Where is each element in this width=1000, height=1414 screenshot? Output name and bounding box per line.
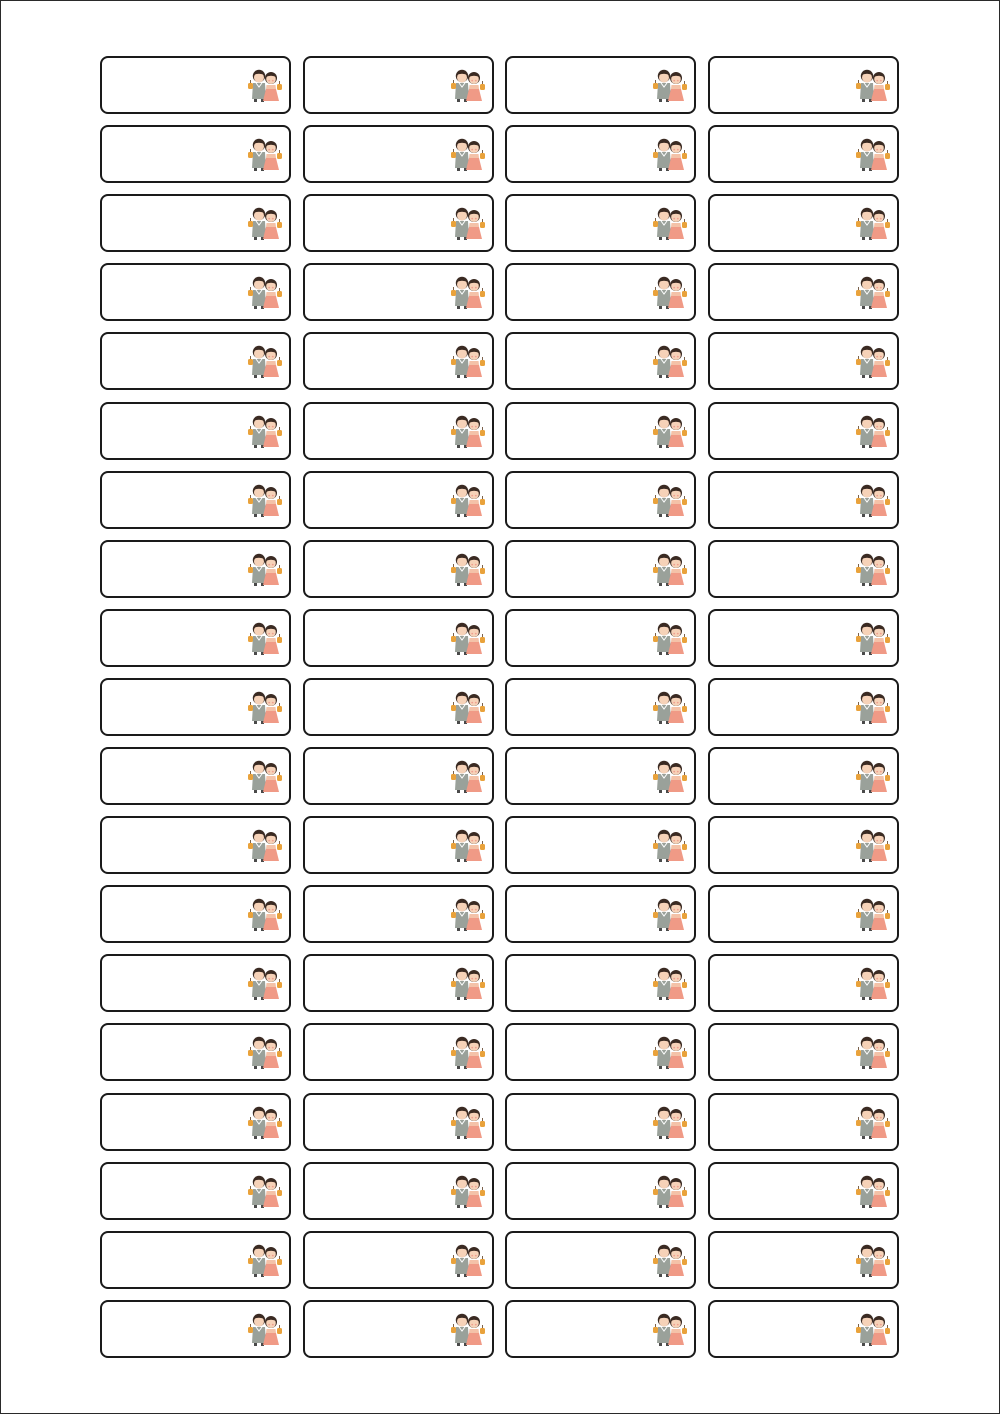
label-cell[interactable]	[303, 609, 494, 667]
couple-in-hanbok-icon	[450, 550, 486, 588]
label-cell[interactable]	[708, 747, 899, 805]
label-cell[interactable]	[100, 540, 291, 598]
label-cell[interactable]	[100, 56, 291, 114]
couple-in-hanbok-icon	[652, 964, 688, 1002]
label-cell[interactable]	[100, 125, 291, 183]
couple-in-hanbok-icon	[855, 757, 891, 795]
label-cell[interactable]	[303, 954, 494, 1012]
couple-in-hanbok-icon	[652, 619, 688, 657]
couple-in-hanbok-icon	[450, 66, 486, 104]
label-cell[interactable]	[708, 1300, 899, 1358]
couple-in-hanbok-icon	[247, 688, 283, 726]
label-cell[interactable]	[100, 1162, 291, 1220]
couple-in-hanbok-icon	[855, 895, 891, 933]
couple-in-hanbok-icon	[247, 66, 283, 104]
label-cell[interactable]	[100, 747, 291, 805]
couple-in-hanbok-icon	[247, 826, 283, 864]
label-cell[interactable]	[303, 1231, 494, 1289]
label-cell[interactable]	[708, 678, 899, 736]
label-cell[interactable]	[303, 747, 494, 805]
couple-in-hanbok-icon	[855, 964, 891, 1002]
label-cell[interactable]	[505, 540, 696, 598]
label-cell[interactable]	[303, 332, 494, 390]
label-cell[interactable]	[100, 263, 291, 321]
label-cell[interactable]	[303, 1162, 494, 1220]
couple-in-hanbok-icon	[652, 1103, 688, 1141]
label-cell[interactable]	[708, 125, 899, 183]
label-cell[interactable]	[505, 1162, 696, 1220]
label-cell[interactable]	[505, 954, 696, 1012]
couple-in-hanbok-icon	[450, 619, 486, 657]
label-cell[interactable]	[708, 1023, 899, 1081]
couple-in-hanbok-icon	[247, 1103, 283, 1141]
couple-in-hanbok-icon	[652, 204, 688, 242]
couple-in-hanbok-icon	[652, 1310, 688, 1348]
label-cell[interactable]	[303, 540, 494, 598]
couple-in-hanbok-icon	[855, 1033, 891, 1071]
label-cell[interactable]	[303, 816, 494, 874]
couple-in-hanbok-icon	[652, 481, 688, 519]
label-cell[interactable]	[505, 816, 696, 874]
couple-in-hanbok-icon	[855, 342, 891, 380]
couple-in-hanbok-icon	[247, 135, 283, 173]
label-cell[interactable]	[708, 885, 899, 943]
label-cell[interactable]	[303, 885, 494, 943]
label-cell[interactable]	[303, 471, 494, 529]
label-cell[interactable]	[100, 954, 291, 1012]
label-cell[interactable]	[100, 678, 291, 736]
label-cell[interactable]	[303, 194, 494, 252]
label-cell[interactable]	[708, 1231, 899, 1289]
label-cell[interactable]	[708, 1162, 899, 1220]
couple-in-hanbok-icon	[247, 619, 283, 657]
label-cell[interactable]	[708, 954, 899, 1012]
couple-in-hanbok-icon	[652, 66, 688, 104]
couple-in-hanbok-icon	[652, 1172, 688, 1210]
label-cell[interactable]	[708, 332, 899, 390]
label-cell[interactable]	[100, 1023, 291, 1081]
label-cell[interactable]	[708, 194, 899, 252]
label-cell[interactable]	[505, 609, 696, 667]
couple-in-hanbok-icon	[450, 826, 486, 864]
couple-in-hanbok-icon	[247, 1310, 283, 1348]
couple-in-hanbok-icon	[450, 964, 486, 1002]
label-cell[interactable]	[505, 1093, 696, 1151]
couple-in-hanbok-icon	[450, 342, 486, 380]
couple-in-hanbok-icon	[247, 757, 283, 795]
label-cell[interactable]	[708, 816, 899, 874]
label-cell[interactable]	[100, 1300, 291, 1358]
label-cell[interactable]	[708, 609, 899, 667]
label-cell[interactable]	[303, 263, 494, 321]
couple-in-hanbok-icon	[855, 1241, 891, 1279]
couple-in-hanbok-icon	[652, 1241, 688, 1279]
label-cell[interactable]	[100, 402, 291, 460]
label-cell[interactable]	[708, 471, 899, 529]
label-cell[interactable]	[100, 471, 291, 529]
label-cell[interactable]	[303, 402, 494, 460]
label-cell[interactable]	[100, 332, 291, 390]
label-cell[interactable]	[505, 1300, 696, 1358]
couple-in-hanbok-icon	[450, 688, 486, 726]
label-cell[interactable]	[708, 56, 899, 114]
label-cell[interactable]	[505, 1023, 696, 1081]
couple-in-hanbok-icon	[855, 1172, 891, 1210]
couple-in-hanbok-icon	[247, 412, 283, 450]
couple-in-hanbok-icon	[855, 550, 891, 588]
couple-in-hanbok-icon	[450, 1310, 486, 1348]
label-cell[interactable]	[708, 263, 899, 321]
label-cell[interactable]	[505, 747, 696, 805]
couple-in-hanbok-icon	[855, 1103, 891, 1141]
couple-in-hanbok-icon	[247, 964, 283, 1002]
couple-in-hanbok-icon	[855, 481, 891, 519]
label-cell[interactable]	[505, 194, 696, 252]
couple-in-hanbok-icon	[652, 550, 688, 588]
couple-in-hanbok-icon	[450, 1103, 486, 1141]
label-cell[interactable]	[505, 885, 696, 943]
couple-in-hanbok-icon	[855, 412, 891, 450]
label-cell[interactable]	[100, 885, 291, 943]
label-cell[interactable]	[303, 1093, 494, 1151]
label-cell[interactable]	[100, 194, 291, 252]
label-cell[interactable]	[100, 816, 291, 874]
couple-in-hanbok-icon	[855, 204, 891, 242]
couple-in-hanbok-icon	[855, 66, 891, 104]
couple-in-hanbok-icon	[855, 688, 891, 726]
couple-in-hanbok-icon	[450, 412, 486, 450]
label-cell[interactable]	[303, 1023, 494, 1081]
couple-in-hanbok-icon	[247, 342, 283, 380]
label-cell[interactable]	[505, 56, 696, 114]
couple-in-hanbok-icon	[247, 1241, 283, 1279]
couple-in-hanbok-icon	[450, 204, 486, 242]
couple-in-hanbok-icon	[652, 826, 688, 864]
label-cell[interactable]	[303, 678, 494, 736]
couple-in-hanbok-icon	[652, 342, 688, 380]
couple-in-hanbok-icon	[450, 757, 486, 795]
label-cell[interactable]	[505, 125, 696, 183]
couple-in-hanbok-icon	[247, 895, 283, 933]
couple-in-hanbok-icon	[652, 273, 688, 311]
label-cell[interactable]	[100, 1093, 291, 1151]
couple-in-hanbok-icon	[855, 1310, 891, 1348]
couple-in-hanbok-icon	[855, 826, 891, 864]
couple-in-hanbok-icon	[247, 204, 283, 242]
label-cell[interactable]	[708, 402, 899, 460]
label-cell[interactable]	[505, 1231, 696, 1289]
couple-in-hanbok-icon	[652, 757, 688, 795]
couple-in-hanbok-icon	[450, 1033, 486, 1071]
couple-in-hanbok-icon	[855, 619, 891, 657]
couple-in-hanbok-icon	[652, 895, 688, 933]
couple-in-hanbok-icon	[247, 273, 283, 311]
label-cell[interactable]	[505, 471, 696, 529]
label-cell[interactable]	[100, 1231, 291, 1289]
label-cell[interactable]	[505, 678, 696, 736]
label-cell[interactable]	[708, 540, 899, 598]
couple-in-hanbok-icon	[652, 688, 688, 726]
label-cell[interactable]	[505, 402, 696, 460]
couple-in-hanbok-icon	[855, 135, 891, 173]
couple-in-hanbok-icon	[247, 481, 283, 519]
couple-in-hanbok-icon	[247, 1172, 283, 1210]
couple-in-hanbok-icon	[450, 481, 486, 519]
label-cell[interactable]	[505, 263, 696, 321]
couple-in-hanbok-icon	[450, 135, 486, 173]
couple-in-hanbok-icon	[652, 135, 688, 173]
couple-in-hanbok-icon	[247, 550, 283, 588]
couple-in-hanbok-icon	[652, 1033, 688, 1071]
couple-in-hanbok-icon	[450, 895, 486, 933]
label-cell[interactable]	[303, 1300, 494, 1358]
couple-in-hanbok-icon	[652, 412, 688, 450]
label-cell[interactable]	[708, 1093, 899, 1151]
couple-in-hanbok-icon	[450, 1241, 486, 1279]
label-cell[interactable]	[303, 125, 494, 183]
couple-in-hanbok-icon	[855, 273, 891, 311]
label-cell[interactable]	[100, 609, 291, 667]
label-cell[interactable]	[505, 332, 696, 390]
couple-in-hanbok-icon	[450, 273, 486, 311]
couple-in-hanbok-icon	[247, 1033, 283, 1071]
label-cell[interactable]	[303, 56, 494, 114]
couple-in-hanbok-icon	[450, 1172, 486, 1210]
